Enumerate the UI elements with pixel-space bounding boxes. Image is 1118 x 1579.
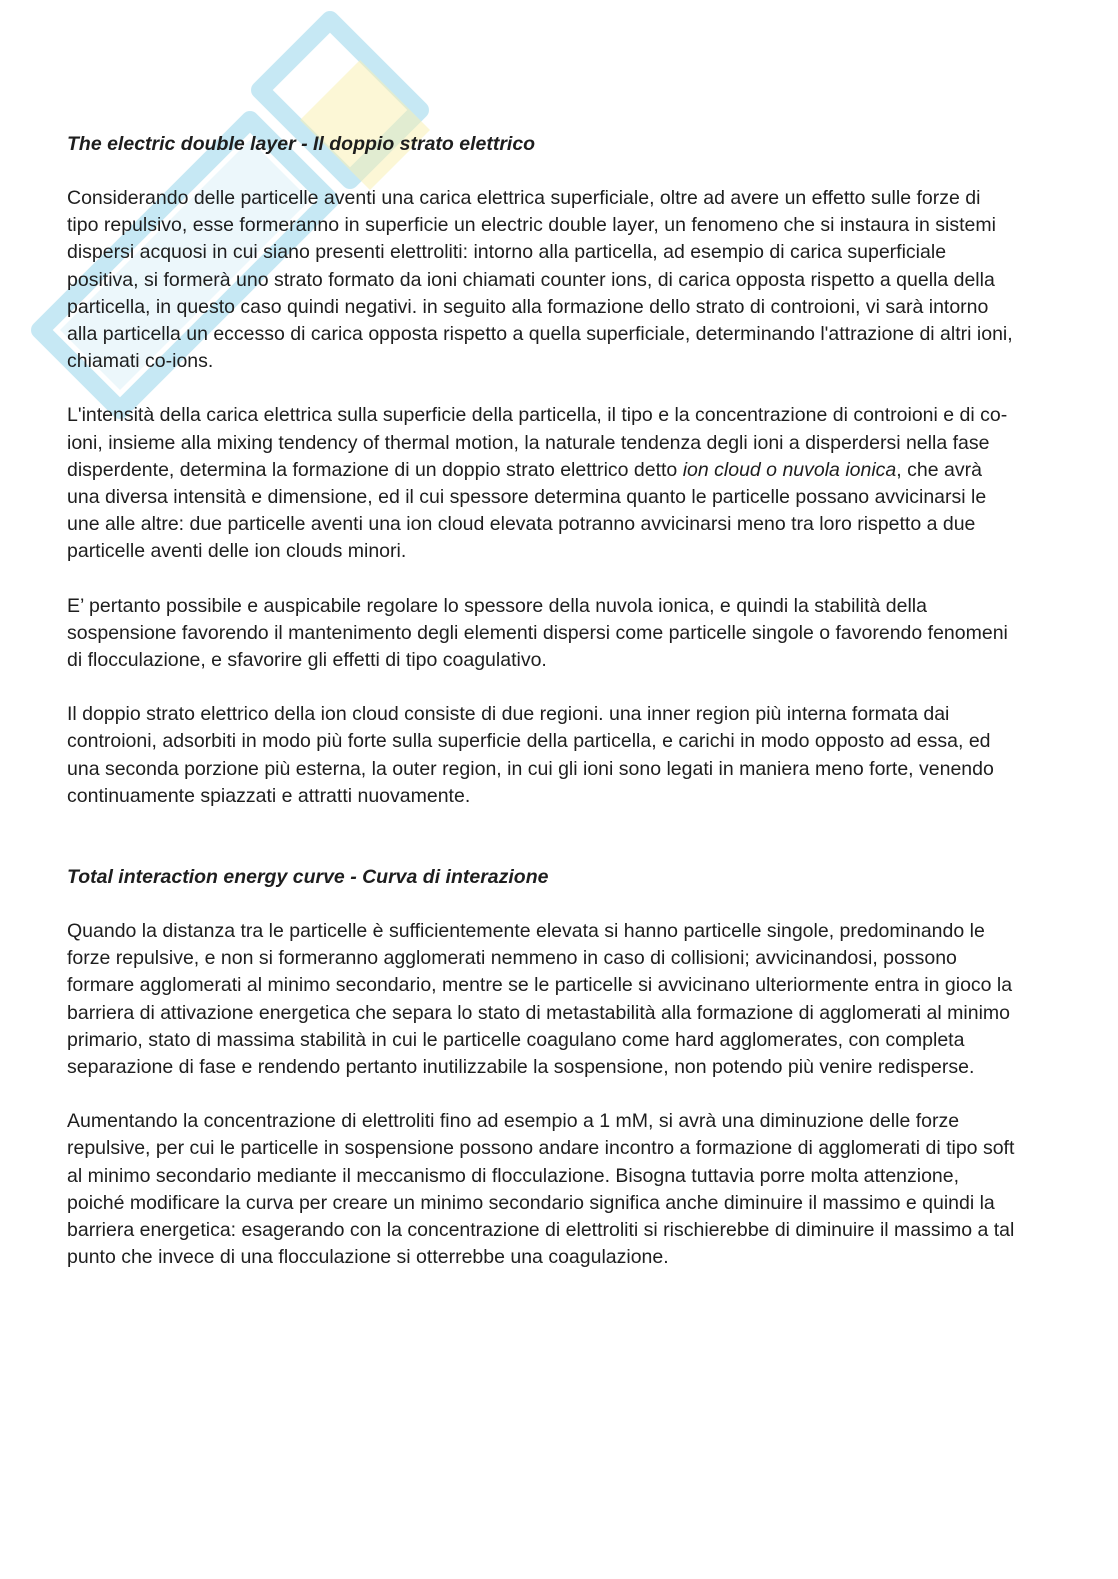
paragraph: Considerando delle particelle aventi una carica elettrica superficiale, oltre ad avere un effetto sulle forze di tipo repulsivo, esse formeranno in superficie un electric double layer, un fenomeno che si instaura in sistemi dispersi acquosi in cui siano presenti elettroliti: intorno alla particella, ad esempio di carica superficiale positiva, si formerà uno strato formato da ioni chiamati counter ions, di carica opposta rispetto a quella della particella, in questo caso quindi negativi. in seguito alla formazione dello strato di controioni, vi sarà intorno alla particella un eccesso di carica opposta rispetto a quella superficiale, determinando l'attrazione di altri ioni, chiamati co-ions. <box>67 187 1013 373</box>
section-heading-interaction-energy-curve: Total interaction energy curve - Curva di interazione <box>67 866 549 889</box>
paragraph-text: L'intensità della carica elettrica sulla superficie della particella, il tipo e la concentrazione di controioni e di co-ioni, insieme alla mixing tendency of thermal motion, la naturale tendenza degli ioni a disperdersi nella fase disperdente, determina la formazione di un doppio strato elettrico detto <box>67 404 1008 481</box>
section-heading-electric-double-layer: The electric double layer - Il doppio strato elettrico <box>67 133 536 155</box>
paragraph: Aumentando la concentrazione di elettroliti fino ad esempio a 1 mM, si avrà una diminuzione delle forze repulsive, per cui le particelle in sospensione possono andare incontro a formazione di agglomerati di tipo soft al minimo secondario mediante il meccanismo di flocculazione. Bisogna tuttavia porre molta attenzione, poiché modificare la curva per creare un minimo secondario significa anche diminuire il massimo e quindi la barriera energetica: esagerando con la concentrazione di elettroliti si rischierebbe di diminuire il massimo a tal punto che invece di una flocculazione si otterrebbe una coagulazione. <box>67 1110 1015 1269</box>
italic-term: ion cloud o nuvola ionica <box>682 458 897 481</box>
paragraph: Il doppio strato elettrico della ion cloud consiste di due regioni. una inner region più interna formata dai controioni, adsorbiti in modo più forte sulla superficie della particella, e carichi in modo opposto ad essa, ed una seconda porzione più esterna, la outer region, in cui gli ioni sono legati in maniera meno forte, venendo continuamente spiazzati e attratti nuovamente. <box>67 703 994 807</box>
paragraph: E’ pertanto possibile e auspicabile regolare lo spessore della nuvola ionica, e quindi la stabilità della sospensione favorendo il mantenimento degli elementi dispersi come particelle singole o favorendo fenomeni di flocculazione, e sfavorire gli effetti di tipo coagulativo. <box>67 594 1008 672</box>
paragraph: Quando la distanza tra le particelle è sufficientemente elevata si hanno particelle singole, predominando le forze repulsive, e non si formeranno agglomerati nemmeno in caso di collisioni; avvicinandosi, possono formare agglomerati al minimo secondario, mentre se le particelle si avvicinano ulteriormente entra in gioco la barriera di attivazione energetica che separa lo stato di metastabilità alla formazione di agglomerati al minimo primario, stato di massima stabilità in cui le particelle coagulano come hard agglomerates, con completa separazione di fase e rendendo pertanto inutilizzabile la sospensione, non potendo più venire redisperse. <box>67 920 1013 1079</box>
document-page <box>67 131 1017 1299</box>
section-spacer <box>67 837 1017 864</box>
paragraph-text: , che avrà una diversa intensità e dimensione, ed il cui spessore determina quanto le particelle possano avvicinarsi le une alle altre: due particelle aventi una ion cloud elevata potranno avvicinarsi meno tra loro rispetto a due particelle aventi delle ion clouds minori. <box>67 458 987 563</box>
paragraph <box>67 402 1017 565</box>
